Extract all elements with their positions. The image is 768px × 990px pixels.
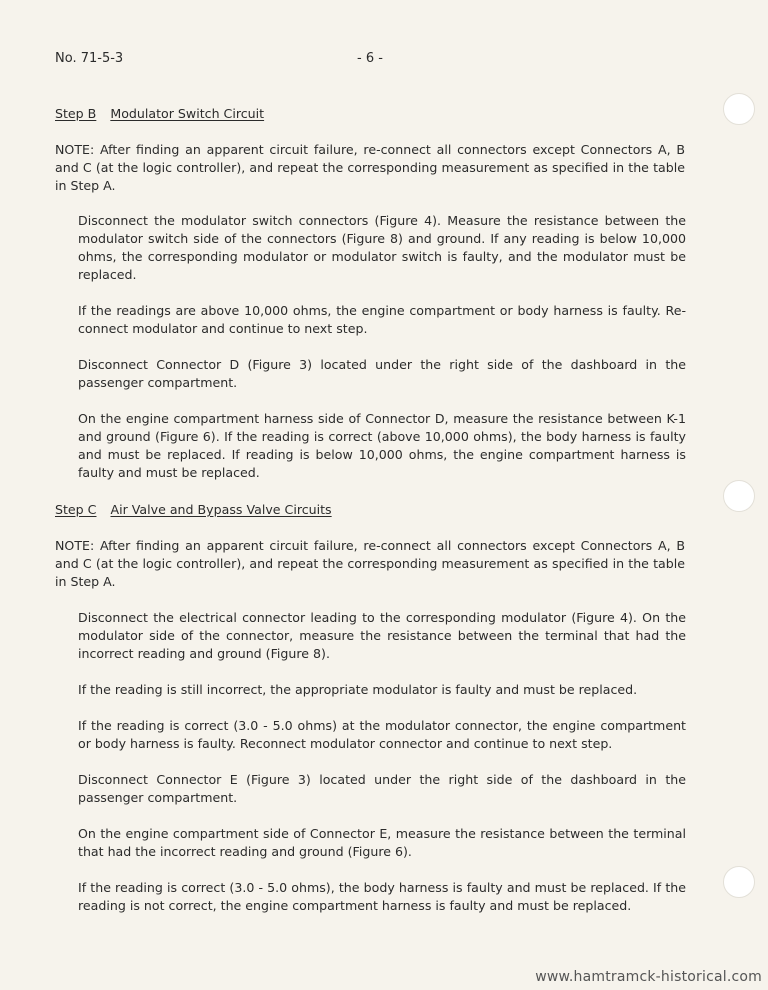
step-b-paragraph: On the engine compartment harness side of Connector D, measure the resistance between K-1 and ground (Figure 6). If the reading is correct (above 10,000 ohms), the body harness is faulty and must be replaced. If reading is below 10,000 ohms, the engine compartment harness is faulty and must be replaced. [78, 411, 686, 480]
step-b-label: Step B [55, 106, 97, 121]
step-b-paragraph: If the readings are above 10,000 ohms, the engine compartment or body harness is faulty. Re-connect modulator and continue to next step. [78, 303, 686, 336]
step-c-paragraph: On the engine compartment side of Connector E, measure the resistance between the terminal that had the incorrect reading and ground (Figure 6). [78, 826, 686, 859]
step-c-paragraph: If the reading is correct (3.0 - 5.0 ohms), the body harness is faulty and must be replaced. If the reading is not correct, the engine compartment harness is faulty and must be replaced. [78, 880, 686, 913]
step-c-paragraph: Disconnect Connector E (Figure 3) located under the right side of the dashboard in the passenger compartment. [78, 772, 686, 805]
step-c-title: Air Valve and Bypass Valve Circuits [110, 502, 332, 517]
binder-hole-bottom [723, 866, 755, 898]
step-b-heading [55, 105, 264, 123]
step-c-paragraph: If the reading is correct (3.0 - 5.0 ohms) at the modulator connector, the engine compartment or body harness is faulty. Reconnect modulator connector and continue to next step. [78, 718, 686, 751]
step-b-note: NOTE: After finding an apparent circuit failure, re-connect all connectors except Connectors A, B and C (at the logic controller), and repeat the corresponding measurement as specified in the table in Step A. [55, 142, 685, 193]
page-number: - 6 - [357, 51, 383, 66]
step-c-paragraph: Disconnect the electrical connector leading to the corresponding modulator (Figure 4). On the modulator side of the connector, measure the resistance between the terminal that had the incorrect reading and ground (Figure 8). [78, 610, 686, 661]
step-c-heading [55, 501, 332, 519]
step-c-paragraph: If the reading is still incorrect, the appropriate modulator is faulty and must be replaced. [78, 682, 638, 697]
step-b-paragraph: Disconnect Connector D (Figure 3) located under the right side of the dashboard in the passenger compartment. [78, 357, 686, 390]
document-number: No. 71-5-3 [55, 51, 124, 66]
binder-hole-middle [723, 480, 755, 512]
binder-hole-top [723, 93, 755, 125]
step-c-label: Step C [55, 502, 97, 517]
step-c-note: NOTE: After finding an apparent circuit failure, re-connect all connectors except Connectors A, B and C (at the logic controller), and repeat the corresponding measurement as specified in the table in Step A. [55, 538, 685, 589]
step-b-paragraph: Disconnect the modulator switch connectors (Figure 4). Measure the resistance between the modulator switch side of the connectors (Figure 8) and ground. If any reading is below 10,000 ohms, the corresponding modulator or modulator switch is faulty, and the modulator must be replaced. [78, 213, 686, 282]
website-watermark: www.hamtramck-historical.com [535, 969, 762, 985]
step-b-title: Modulator Switch Circuit [110, 106, 265, 121]
